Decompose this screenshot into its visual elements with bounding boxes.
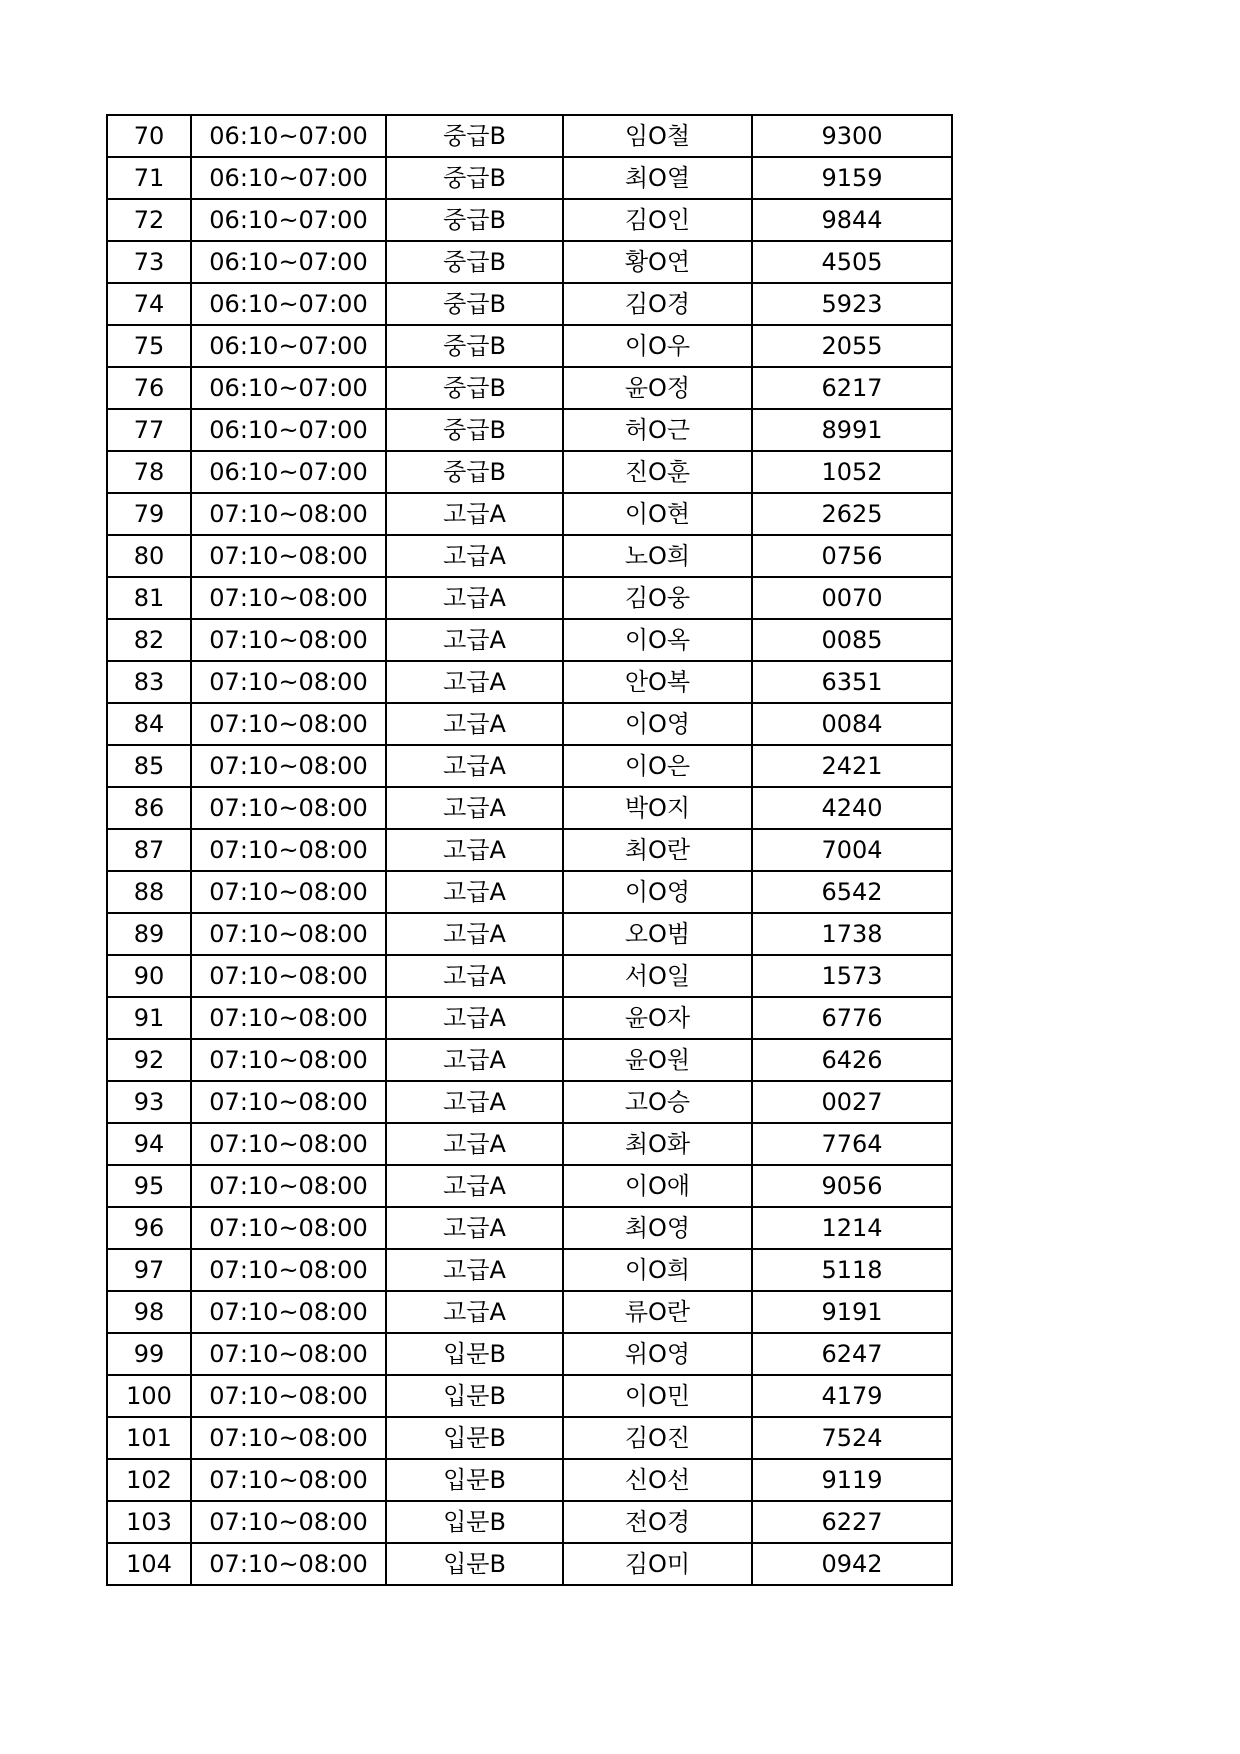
table-row: [107, 535, 952, 577]
row-number-cell: 103: [107, 1501, 191, 1543]
time-slot-cell: 07:10~08:00: [191, 1249, 386, 1291]
phone-suffix-cell: 6247: [752, 1333, 952, 1375]
phone-suffix-cell: 4179: [752, 1375, 952, 1417]
table-row: [107, 1207, 952, 1249]
class-level-cell: 입문B: [386, 1375, 563, 1417]
table-row: [107, 955, 952, 997]
name-cell: 진O훈: [563, 451, 752, 493]
table-row: [107, 1375, 952, 1417]
class-level-cell: 고급A: [386, 703, 563, 745]
table-row: [107, 829, 952, 871]
name-cell: 이O옥: [563, 619, 752, 661]
time-slot-cell: 07:10~08:00: [191, 703, 386, 745]
table-row: [107, 1081, 952, 1123]
phone-suffix-cell: 6227: [752, 1501, 952, 1543]
row-number-cell: 97: [107, 1249, 191, 1291]
table-row: [107, 871, 952, 913]
row-number-cell: 76: [107, 367, 191, 409]
phone-suffix-cell: 0756: [752, 535, 952, 577]
name-cell: 최O열: [563, 157, 752, 199]
name-cell: 최O화: [563, 1123, 752, 1165]
phone-suffix-cell: 9191: [752, 1291, 952, 1333]
time-slot-cell: 06:10~07:00: [191, 409, 386, 451]
table-row: [107, 745, 952, 787]
row-number-cell: 99: [107, 1333, 191, 1375]
table-row: [107, 199, 952, 241]
name-cell: 노O희: [563, 535, 752, 577]
phone-suffix-cell: 7764: [752, 1123, 952, 1165]
class-level-cell: 고급A: [386, 661, 563, 703]
table-row: [107, 661, 952, 703]
table-row: [107, 241, 952, 283]
time-slot-cell: 07:10~08:00: [191, 1081, 386, 1123]
time-slot-cell: 07:10~08:00: [191, 997, 386, 1039]
row-number-cell: 100: [107, 1375, 191, 1417]
phone-suffix-cell: 6351: [752, 661, 952, 703]
name-cell: 김O웅: [563, 577, 752, 619]
phone-suffix-cell: 1738: [752, 913, 952, 955]
class-level-cell: 고급A: [386, 871, 563, 913]
class-level-cell: 고급A: [386, 745, 563, 787]
time-slot-cell: 06:10~07:00: [191, 325, 386, 367]
time-slot-cell: 07:10~08:00: [191, 577, 386, 619]
time-slot-cell: 07:10~08:00: [191, 745, 386, 787]
time-slot-cell: 07:10~08:00: [191, 493, 386, 535]
class-level-cell: 고급A: [386, 829, 563, 871]
time-slot-cell: 07:10~08:00: [191, 1375, 386, 1417]
time-slot-cell: 06:10~07:00: [191, 157, 386, 199]
name-cell: 이O희: [563, 1249, 752, 1291]
table-row: [107, 1501, 952, 1543]
phone-suffix-cell: 1573: [752, 955, 952, 997]
row-number-cell: 78: [107, 451, 191, 493]
name-cell: 위O영: [563, 1333, 752, 1375]
time-slot-cell: 06:10~07:00: [191, 115, 386, 157]
row-number-cell: 82: [107, 619, 191, 661]
name-cell: 황O연: [563, 241, 752, 283]
class-level-cell: 중급B: [386, 199, 563, 241]
table-body: [107, 115, 952, 1585]
phone-suffix-cell: 0084: [752, 703, 952, 745]
table-row: [107, 157, 952, 199]
table-row: [107, 787, 952, 829]
phone-suffix-cell: 0942: [752, 1543, 952, 1585]
time-slot-cell: 07:10~08:00: [191, 535, 386, 577]
name-cell: 이O현: [563, 493, 752, 535]
time-slot-cell: 07:10~08:00: [191, 1459, 386, 1501]
name-cell: 오O범: [563, 913, 752, 955]
table-row: [107, 1543, 952, 1585]
class-level-cell: 중급B: [386, 451, 563, 493]
name-cell: 안O복: [563, 661, 752, 703]
class-level-cell: 입문B: [386, 1333, 563, 1375]
class-level-cell: 고급A: [386, 535, 563, 577]
row-number-cell: 85: [107, 745, 191, 787]
class-level-cell: 고급A: [386, 913, 563, 955]
name-cell: 이O애: [563, 1165, 752, 1207]
time-slot-cell: 07:10~08:00: [191, 1333, 386, 1375]
row-number-cell: 74: [107, 283, 191, 325]
row-number-cell: 86: [107, 787, 191, 829]
time-slot-cell: 06:10~07:00: [191, 199, 386, 241]
phone-suffix-cell: 4240: [752, 787, 952, 829]
row-number-cell: 83: [107, 661, 191, 703]
name-cell: 류O란: [563, 1291, 752, 1333]
table-row: [107, 997, 952, 1039]
class-level-cell: 입문B: [386, 1501, 563, 1543]
class-level-cell: 중급B: [386, 367, 563, 409]
phone-suffix-cell: 7524: [752, 1417, 952, 1459]
row-number-cell: 88: [107, 871, 191, 913]
phone-suffix-cell: 0027: [752, 1081, 952, 1123]
table-row: [107, 1459, 952, 1501]
phone-suffix-cell: 4505: [752, 241, 952, 283]
time-slot-cell: 06:10~07:00: [191, 367, 386, 409]
phone-suffix-cell: 9159: [752, 157, 952, 199]
phone-suffix-cell: 5923: [752, 283, 952, 325]
registration-table: [106, 114, 953, 1586]
phone-suffix-cell: 2055: [752, 325, 952, 367]
row-number-cell: 93: [107, 1081, 191, 1123]
name-cell: 서O일: [563, 955, 752, 997]
table-row: [107, 1249, 952, 1291]
class-level-cell: 고급A: [386, 997, 563, 1039]
table-row: [107, 1165, 952, 1207]
row-number-cell: 72: [107, 199, 191, 241]
phone-suffix-cell: 6217: [752, 367, 952, 409]
time-slot-cell: 07:10~08:00: [191, 1123, 386, 1165]
name-cell: 이O영: [563, 703, 752, 745]
time-slot-cell: 07:10~08:00: [191, 661, 386, 703]
time-slot-cell: 07:10~08:00: [191, 619, 386, 661]
name-cell: 김O경: [563, 283, 752, 325]
class-level-cell: 고급A: [386, 577, 563, 619]
name-cell: 전O경: [563, 1501, 752, 1543]
table-row: [107, 913, 952, 955]
row-number-cell: 87: [107, 829, 191, 871]
class-level-cell: 중급B: [386, 241, 563, 283]
time-slot-cell: 07:10~08:00: [191, 955, 386, 997]
row-number-cell: 84: [107, 703, 191, 745]
class-level-cell: 입문B: [386, 1459, 563, 1501]
name-cell: 이O영: [563, 871, 752, 913]
time-slot-cell: 07:10~08:00: [191, 1039, 386, 1081]
name-cell: 이O민: [563, 1375, 752, 1417]
class-level-cell: 입문B: [386, 1417, 563, 1459]
class-level-cell: 고급A: [386, 619, 563, 661]
row-number-cell: 73: [107, 241, 191, 283]
time-slot-cell: 07:10~08:00: [191, 1207, 386, 1249]
row-number-cell: 90: [107, 955, 191, 997]
phone-suffix-cell: 0070: [752, 577, 952, 619]
name-cell: 김O인: [563, 199, 752, 241]
name-cell: 고O승: [563, 1081, 752, 1123]
class-level-cell: 중급B: [386, 325, 563, 367]
name-cell: 김O미: [563, 1543, 752, 1585]
name-cell: 신O선: [563, 1459, 752, 1501]
table-row: [107, 367, 952, 409]
row-number-cell: 96: [107, 1207, 191, 1249]
row-number-cell: 95: [107, 1165, 191, 1207]
time-slot-cell: 07:10~08:00: [191, 787, 386, 829]
row-number-cell: 77: [107, 409, 191, 451]
row-number-cell: 91: [107, 997, 191, 1039]
table-row: [107, 577, 952, 619]
table-row: [107, 1333, 952, 1375]
class-level-cell: 중급B: [386, 157, 563, 199]
name-cell: 윤O정: [563, 367, 752, 409]
name-cell: 최O란: [563, 829, 752, 871]
row-number-cell: 75: [107, 325, 191, 367]
time-slot-cell: 07:10~08:00: [191, 1417, 386, 1459]
row-number-cell: 71: [107, 157, 191, 199]
name-cell: 윤O원: [563, 1039, 752, 1081]
time-slot-cell: 07:10~08:00: [191, 1543, 386, 1585]
class-level-cell: 고급A: [386, 1249, 563, 1291]
row-number-cell: 70: [107, 115, 191, 157]
class-level-cell: 고급A: [386, 955, 563, 997]
time-slot-cell: 06:10~07:00: [191, 241, 386, 283]
table-row: [107, 1039, 952, 1081]
phone-suffix-cell: 6426: [752, 1039, 952, 1081]
time-slot-cell: 07:10~08:00: [191, 1501, 386, 1543]
row-number-cell: 104: [107, 1543, 191, 1585]
name-cell: 이O은: [563, 745, 752, 787]
phone-suffix-cell: 2625: [752, 493, 952, 535]
class-level-cell: 고급A: [386, 1039, 563, 1081]
table-row: [107, 283, 952, 325]
name-cell: 윤O자: [563, 997, 752, 1039]
row-number-cell: 94: [107, 1123, 191, 1165]
phone-suffix-cell: 5118: [752, 1249, 952, 1291]
table-row: [107, 115, 952, 157]
time-slot-cell: 06:10~07:00: [191, 283, 386, 325]
name-cell: 임O철: [563, 115, 752, 157]
phone-suffix-cell: 6776: [752, 997, 952, 1039]
phone-suffix-cell: 6542: [752, 871, 952, 913]
table-row: [107, 619, 952, 661]
row-number-cell: 101: [107, 1417, 191, 1459]
class-level-cell: 중급B: [386, 283, 563, 325]
class-level-cell: 고급A: [386, 787, 563, 829]
table-row: [107, 409, 952, 451]
row-number-cell: 98: [107, 1291, 191, 1333]
name-cell: 최O영: [563, 1207, 752, 1249]
class-level-cell: 고급A: [386, 1207, 563, 1249]
class-level-cell: 입문B: [386, 1543, 563, 1585]
time-slot-cell: 07:10~08:00: [191, 913, 386, 955]
row-number-cell: 79: [107, 493, 191, 535]
row-number-cell: 89: [107, 913, 191, 955]
time-slot-cell: 07:10~08:00: [191, 1165, 386, 1207]
time-slot-cell: 07:10~08:00: [191, 1291, 386, 1333]
table-row: [107, 1123, 952, 1165]
class-level-cell: 고급A: [386, 1291, 563, 1333]
table-row: [107, 703, 952, 745]
table-row: [107, 1291, 952, 1333]
name-cell: 김O진: [563, 1417, 752, 1459]
table-row: [107, 493, 952, 535]
class-level-cell: 고급A: [386, 1165, 563, 1207]
name-cell: 허O근: [563, 409, 752, 451]
class-level-cell: 고급A: [386, 493, 563, 535]
row-number-cell: 81: [107, 577, 191, 619]
name-cell: 박O지: [563, 787, 752, 829]
phone-suffix-cell: 0085: [752, 619, 952, 661]
table-row: [107, 451, 952, 493]
phone-suffix-cell: 9119: [752, 1459, 952, 1501]
table-row: [107, 1417, 952, 1459]
time-slot-cell: 06:10~07:00: [191, 451, 386, 493]
class-level-cell: 중급B: [386, 409, 563, 451]
row-number-cell: 92: [107, 1039, 191, 1081]
phone-suffix-cell: 9300: [752, 115, 952, 157]
class-level-cell: 중급B: [386, 115, 563, 157]
row-number-cell: 102: [107, 1459, 191, 1501]
class-level-cell: 고급A: [386, 1081, 563, 1123]
phone-suffix-cell: 1214: [752, 1207, 952, 1249]
phone-suffix-cell: 8991: [752, 409, 952, 451]
phone-suffix-cell: 9056: [752, 1165, 952, 1207]
name-cell: 이O우: [563, 325, 752, 367]
phone-suffix-cell: 2421: [752, 745, 952, 787]
row-number-cell: 80: [107, 535, 191, 577]
time-slot-cell: 07:10~08:00: [191, 829, 386, 871]
phone-suffix-cell: 7004: [752, 829, 952, 871]
phone-suffix-cell: 1052: [752, 451, 952, 493]
phone-suffix-cell: 9844: [752, 199, 952, 241]
time-slot-cell: 07:10~08:00: [191, 871, 386, 913]
table-row: [107, 325, 952, 367]
class-level-cell: 고급A: [386, 1123, 563, 1165]
